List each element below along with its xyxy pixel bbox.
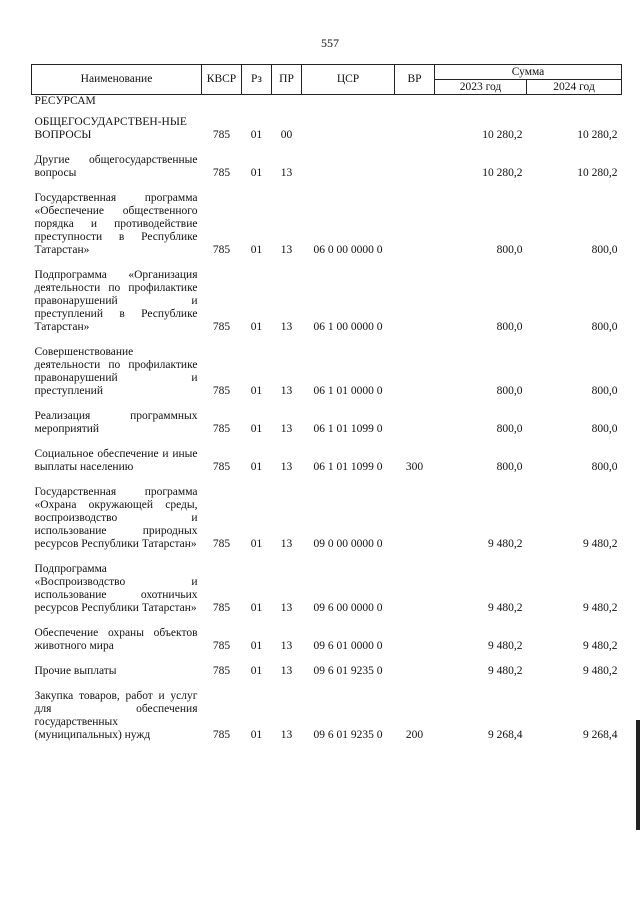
cell-vr	[395, 653, 435, 678]
cell-csr: 06 0 00 0000 0	[313, 244, 383, 256]
cell-csr: 09 6 01 0000 0	[313, 640, 383, 652]
cell-name: Прочие выплаты	[34, 665, 117, 677]
cell-kvsr: 785	[212, 244, 231, 256]
top-fragment: РЕСУРСАМ	[34, 95, 96, 107]
cell-rz: 01	[250, 244, 263, 256]
cell-kvsr: 785	[212, 321, 231, 333]
cell-name: Реализация программных мероприятий	[34, 410, 198, 435]
cell-rz: 01	[250, 640, 263, 652]
cell-kvsr: 785	[212, 385, 231, 397]
budget-table	[31, 64, 622, 742]
page-number: 557	[321, 36, 339, 50]
cell-vr	[395, 142, 435, 180]
cell-name: Социальное обеспечение и иные выплаты населению	[34, 448, 198, 473]
header-year-2023: 2023 год	[435, 80, 527, 95]
header-kvsr: КВСР	[202, 65, 242, 95]
cell-2024: 9 480,2	[583, 602, 618, 614]
table-body	[32, 95, 622, 743]
cell-2024: 800,0	[591, 244, 618, 256]
cell-csr: 09 6 01 9235 0	[313, 665, 383, 677]
cell-2024: 10 280,2	[577, 129, 618, 141]
cell-2023: 800,0	[496, 385, 523, 397]
table-row	[32, 257, 622, 334]
cell-kvsr: 785	[212, 665, 231, 677]
cell-name: Обеспечение охраны объектов животного мира	[34, 627, 198, 652]
cell-2024: 9 268,4	[583, 729, 618, 741]
cell-rz: 01	[250, 167, 263, 179]
cell-2024: 800,0	[591, 321, 618, 333]
table-row	[32, 678, 622, 742]
cell-kvsr: 785	[212, 461, 231, 473]
cell-vr	[395, 180, 435, 257]
cell-2023: 10 280,2	[482, 129, 523, 141]
cell-rz: 01	[250, 423, 263, 435]
cell-pr: 00	[280, 129, 293, 141]
header-pr: ПР	[272, 65, 302, 95]
header-vr: ВР	[395, 65, 435, 95]
cell-name: ОБЩЕГОСУДАРСТВЕН-НЫЕ ВОПРОСЫ	[34, 116, 187, 141]
cell-2024: 9 480,2	[583, 665, 618, 677]
cell-kvsr: 785	[212, 423, 231, 435]
cell-vr	[395, 334, 435, 398]
table-row	[32, 653, 622, 678]
cell-2024: 800,0	[591, 423, 618, 435]
cell-csr	[302, 108, 395, 142]
cell-kvsr: 785	[212, 640, 231, 652]
cell-pr: 13	[280, 602, 293, 614]
header-rz: Рз	[242, 65, 272, 95]
table-row	[32, 108, 622, 142]
cell-vr: 300	[405, 461, 424, 473]
cell-rz: 01	[250, 461, 263, 473]
table-row	[32, 474, 622, 551]
cell-2023: 9 268,4	[488, 729, 523, 741]
cell-name: Государственная программа «Охрана окружающей среды, воспроизводство и использование природных ресурсов Республики Татарстан»	[34, 486, 198, 550]
cell-vr	[395, 398, 435, 436]
cell-2023: 10 280,2	[482, 167, 523, 179]
cell-pr: 13	[280, 640, 293, 652]
cell-2024: 9 480,2	[583, 640, 618, 652]
cell-csr: 09 6 01 9235 0	[313, 729, 383, 741]
table-row	[32, 334, 622, 398]
table-row	[32, 436, 622, 474]
cell-2023: 9 480,2	[488, 538, 523, 550]
cell-kvsr: 785	[212, 129, 231, 141]
cell-pr: 13	[280, 244, 293, 256]
cell-2024: 10 280,2	[577, 167, 618, 179]
cell-pr: 13	[280, 423, 293, 435]
table-row	[32, 551, 622, 615]
cell-2023: 800,0	[496, 321, 523, 333]
table-row	[32, 615, 622, 653]
cell-csr: 09 6 00 0000 0	[313, 602, 383, 614]
cell-name: Другие общегосударственные вопросы	[34, 154, 198, 179]
top-fragment-row	[32, 95, 622, 109]
table-row	[32, 142, 622, 180]
header-year-2024: 2024 год	[527, 80, 622, 95]
cell-name: Подпрограмма «Организация деятельности по профилактике правонарушений и преступлений в Республике Татарстан»	[34, 269, 198, 333]
header-csr: ЦСР	[302, 65, 395, 95]
cell-rz: 01	[250, 385, 263, 397]
cell-2023: 800,0	[496, 423, 523, 435]
cell-pr: 13	[280, 538, 293, 550]
cell-vr	[395, 474, 435, 551]
cell-vr	[395, 257, 435, 334]
cell-rz: 01	[250, 129, 263, 141]
cell-vr	[395, 551, 435, 615]
cell-pr: 13	[280, 729, 293, 741]
scan-edge-bar	[636, 720, 640, 830]
cell-vr	[395, 108, 435, 142]
cell-rz: 01	[250, 538, 263, 550]
cell-pr: 13	[280, 461, 293, 473]
cell-pr: 13	[280, 321, 293, 333]
cell-rz: 01	[250, 602, 263, 614]
cell-csr	[302, 142, 395, 180]
cell-csr: 06 1 01 0000 0	[313, 385, 383, 397]
table-row	[32, 398, 622, 436]
cell-2024: 800,0	[591, 385, 618, 397]
cell-csr: 06 1 01 1099 0	[313, 461, 383, 473]
header-sum: Сумма	[435, 65, 622, 80]
cell-name: Совершенствование деятельности по профилактике правонарушений и преступлений	[34, 346, 198, 397]
cell-pr: 13	[280, 385, 293, 397]
cell-kvsr: 785	[212, 729, 231, 741]
cell-csr: 06 1 01 1099 0	[313, 423, 383, 435]
cell-vr	[395, 615, 435, 653]
cell-kvsr: 785	[212, 167, 231, 179]
cell-name: Закупка товаров, работ и услуг для обеспечения государственных (муниципальных) нужд	[34, 690, 198, 741]
cell-2023: 9 480,2	[488, 640, 523, 652]
cell-2023: 9 480,2	[488, 602, 523, 614]
cell-kvsr: 785	[212, 538, 231, 550]
table-row	[32, 180, 622, 257]
cell-kvsr: 785	[212, 602, 231, 614]
cell-2023: 9 480,2	[488, 665, 523, 677]
cell-name: Государственная программа «Обеспечение общественного порядка и противодействие преступности в Республике Татарстан»	[34, 192, 198, 256]
cell-rz: 01	[250, 321, 263, 333]
cell-pr: 13	[280, 167, 293, 179]
cell-2024: 9 480,2	[583, 538, 618, 550]
cell-vr: 200	[405, 729, 424, 741]
cell-csr: 06 1 00 0000 0	[313, 321, 383, 333]
header-name: Наименование	[32, 65, 202, 95]
cell-pr: 13	[280, 665, 293, 677]
cell-2023: 800,0	[496, 461, 523, 473]
cell-name: Подпрограмма «Воспроизводство и использование охотничьих ресурсов Республики Татарстан»	[34, 563, 198, 614]
cell-2023: 800,0	[496, 244, 523, 256]
cell-2024: 800,0	[591, 461, 618, 473]
cell-rz: 01	[250, 665, 263, 677]
cell-rz: 01	[250, 729, 263, 741]
cell-csr: 09 0 00 0000 0	[313, 538, 383, 550]
